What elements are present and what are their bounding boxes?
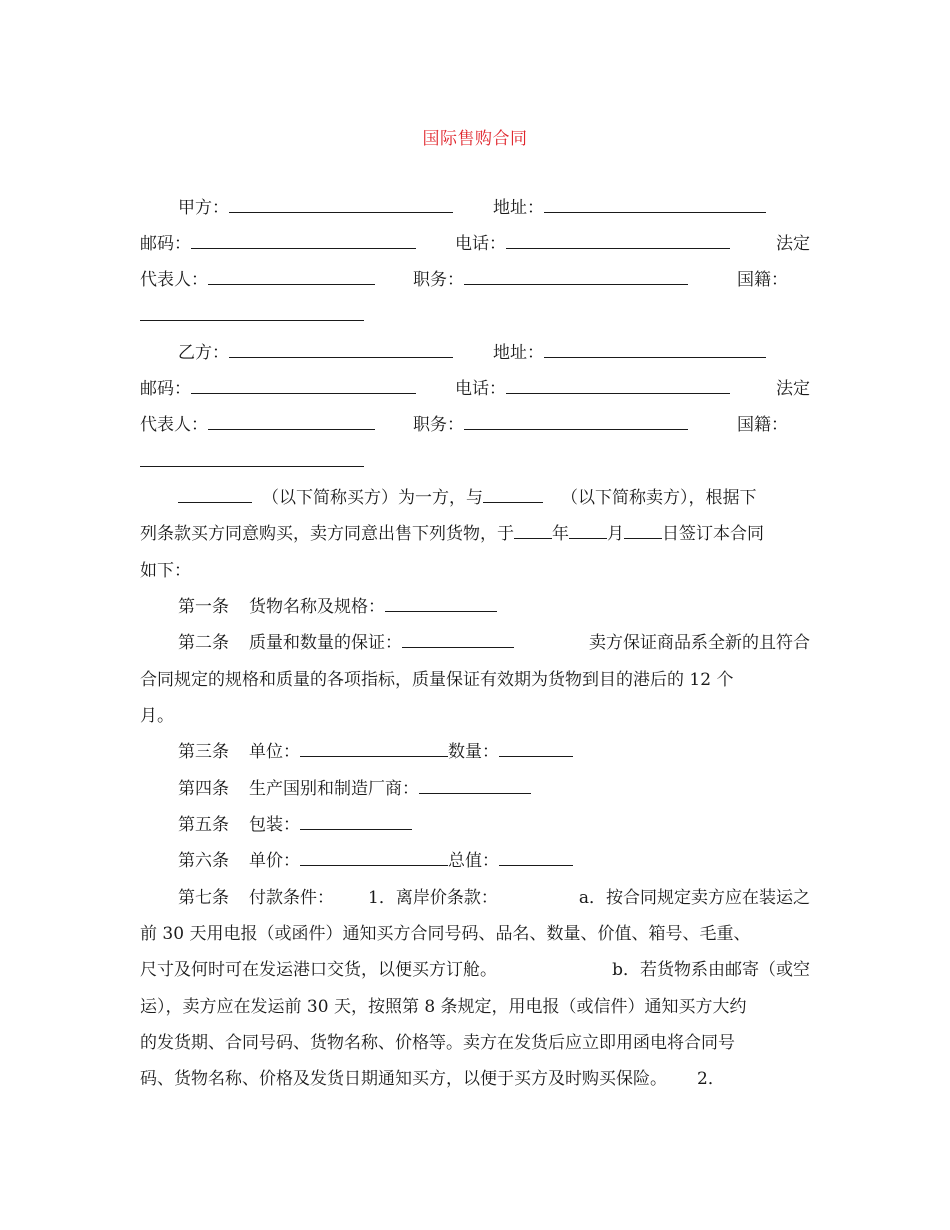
article-2-blank xyxy=(402,632,514,648)
article-4-blank xyxy=(419,778,531,794)
article-2-line-3 xyxy=(140,705,810,727)
party-a-line-3 xyxy=(140,269,810,291)
month-blank xyxy=(569,523,607,539)
article-3-qty-label: 数量： xyxy=(448,742,499,762)
year-label: 年 xyxy=(552,524,569,544)
article-7-line-4 xyxy=(140,996,810,1018)
party-b-legal-rep-blank xyxy=(208,414,375,430)
article-7-text-5: 的发货期、合同号码、货物名称、价格等。卖方在发货后应立即用函电将合同号 xyxy=(140,1033,735,1053)
party-b-legal-rep-label-2: 代表人： xyxy=(140,415,208,435)
article-7-text-3: 尺寸及何时可在发运港口交货，以便买方订舱。 xyxy=(140,960,497,980)
article-1-blank xyxy=(385,596,497,612)
article-6-label: 单价： xyxy=(249,851,300,871)
party-b-nationality-blank xyxy=(140,451,364,467)
article-2-text-3: 月。 xyxy=(140,706,174,726)
seller-name-blank xyxy=(483,487,543,503)
article-3 xyxy=(140,741,810,763)
intro-line-1 xyxy=(140,487,810,509)
article-7-item-a: a．按合同规定卖方应在装运之 xyxy=(578,888,810,908)
day-blank xyxy=(624,523,662,539)
year-blank xyxy=(514,523,552,539)
article-5 xyxy=(140,814,810,836)
article-3-number: 第三条 xyxy=(178,742,229,762)
party-b-line-2 xyxy=(140,378,810,400)
article-7-item-b: b．若货物系由邮寄（或空 xyxy=(612,960,810,980)
article-7-text-2: 前 30 天用电报（或函件）通知买方合同号码、品名、数量、价值、箱号、毛重、 xyxy=(140,924,751,944)
article-3-qty-blank xyxy=(499,741,573,757)
article-7-line-1 xyxy=(140,887,810,909)
buyer-name-blank xyxy=(178,487,252,503)
article-6-price-blank xyxy=(300,850,448,866)
party-b-name-blank xyxy=(229,342,453,358)
article-1-label: 货物名称及规格： xyxy=(249,597,385,617)
intro-line-3-text: 如下： xyxy=(140,561,191,581)
article-7-item-1: 1．离岸价条款： xyxy=(368,888,498,908)
party-a-line-1 xyxy=(140,197,810,219)
article-4-label: 生产国别和制造厂商： xyxy=(249,779,419,799)
party-a-name-blank xyxy=(229,197,453,213)
article-5-number: 第五条 xyxy=(178,815,229,835)
intro-line-2 xyxy=(140,523,810,545)
party-b-position-label: 职务： xyxy=(413,415,464,435)
article-6 xyxy=(140,850,810,872)
party-a-label: 甲方： xyxy=(178,198,229,218)
article-7-line-5 xyxy=(140,1032,810,1054)
party-b-line-3 xyxy=(140,414,810,436)
article-7-text-6: 码、货物名称、价格及发货日期通知买方，以便于买方及时购买保险。 xyxy=(140,1069,667,1089)
party-a-phone-label: 电话： xyxy=(455,234,506,254)
intro-line-2-a: 列条款买方同意购买，卖方同意出售下列货物，于 xyxy=(140,524,514,544)
article-1 xyxy=(140,596,810,618)
article-7-item-2: 2． xyxy=(697,1069,725,1089)
article-3-label: 单位： xyxy=(249,742,300,762)
article-2-text-1: 卖方保证商品系全新的且符合 xyxy=(589,633,810,653)
party-a-position-blank xyxy=(464,269,688,285)
article-6-total-label: 总值： xyxy=(448,851,499,871)
party-a-nationality-label: 国籍： xyxy=(737,270,788,290)
article-2-label: 质量和数量的保证： xyxy=(249,633,402,653)
party-b-address-label: 地址： xyxy=(493,343,544,363)
party-a-legal-rep-label-2: 代表人： xyxy=(140,270,208,290)
article-7-line-2 xyxy=(140,923,810,945)
party-a-address-blank xyxy=(544,197,766,213)
intro-part-1: （以下简称买方）为一方，与 xyxy=(262,488,483,508)
party-b-nationality-label: 国籍： xyxy=(737,415,788,435)
article-3-unit-blank xyxy=(300,741,448,757)
article-6-total-blank xyxy=(499,850,573,866)
party-b-postcode-label: 邮码： xyxy=(140,379,191,399)
article-7-line-3 xyxy=(140,959,810,981)
article-2-line-1 xyxy=(140,632,810,654)
party-a-postcode-blank xyxy=(191,233,416,249)
party-b-phone-label: 电话： xyxy=(455,379,506,399)
article-1-number: 第一条 xyxy=(178,597,229,617)
party-a-address-label: 地址： xyxy=(493,198,544,218)
article-4 xyxy=(140,778,810,800)
article-5-blank xyxy=(300,814,412,830)
intro-part-2: （以下简称卖方），根据下 xyxy=(561,488,757,508)
party-b-line-1 xyxy=(140,342,810,364)
party-a-legal-rep-label-1: 法定 xyxy=(776,234,810,254)
article-7-number: 第七条 xyxy=(178,888,229,908)
party-b-postcode-blank xyxy=(191,378,416,394)
article-2-number: 第二条 xyxy=(178,633,229,653)
article-4-number: 第四条 xyxy=(178,779,229,799)
party-a-position-label: 职务： xyxy=(413,270,464,290)
article-2-text-2: 合同规定的规格和质量的各项指标，质量保证有效期为货物到目的港后的 12 个 xyxy=(140,670,734,690)
party-b-address-blank xyxy=(544,342,766,358)
party-a-legal-rep-blank xyxy=(208,269,375,285)
intro-line-3 xyxy=(140,560,810,582)
document-title: 国际售购合同 xyxy=(422,129,528,149)
article-2-line-2 xyxy=(140,669,810,691)
article-7-label: 付款条件： xyxy=(249,888,334,908)
party-a-nationality-blank xyxy=(140,305,364,321)
article-7-text-4: 运），卖方应在发运前 30 天，按照第 8 条规定，用电报（或信件）通知买方大约 xyxy=(140,997,747,1017)
party-a-postcode-label: 邮码： xyxy=(140,234,191,254)
party-b-label: 乙方： xyxy=(178,343,229,363)
party-b-line-4 xyxy=(140,451,810,473)
party-b-phone-blank xyxy=(506,378,730,394)
party-b-legal-rep-label-1: 法定 xyxy=(776,379,810,399)
article-5-label: 包装： xyxy=(249,815,300,835)
party-b-position-blank xyxy=(464,414,688,430)
party-a-line-2 xyxy=(140,233,810,255)
article-6-number: 第六条 xyxy=(178,851,229,871)
month-label: 月 xyxy=(607,524,624,544)
intro-line-2-b: 日签订本合同 xyxy=(662,524,764,544)
party-a-line-4 xyxy=(140,305,810,327)
party-a-phone-blank xyxy=(506,233,730,249)
article-7-line-6 xyxy=(140,1068,810,1090)
